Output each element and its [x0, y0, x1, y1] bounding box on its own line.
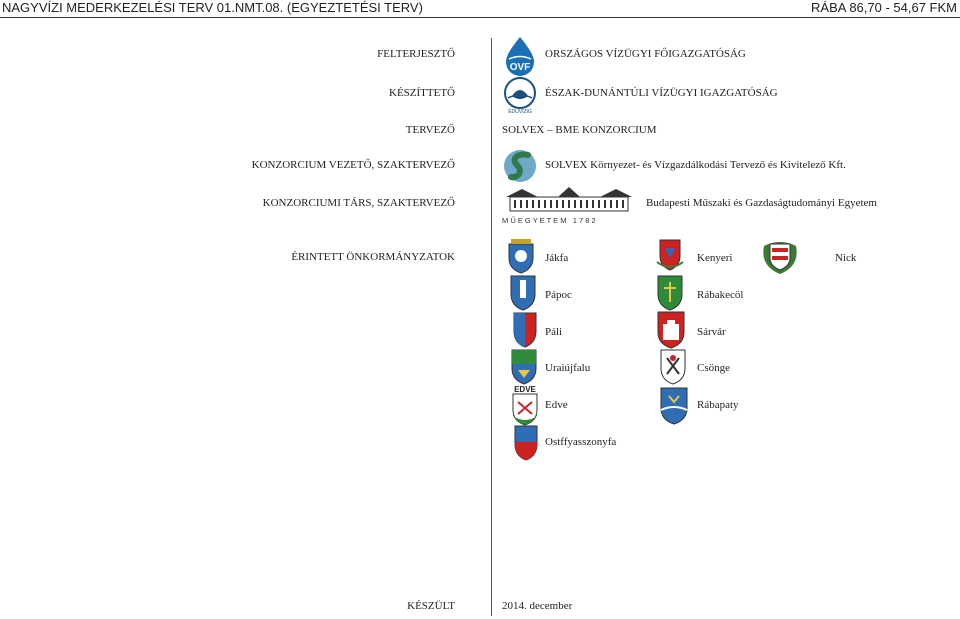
value-konzorciumi-tars: Budapesti Műszaki és Gazdaságtudományi Egyetem — [646, 197, 877, 209]
edve-crest-text: EDVE — [514, 385, 536, 394]
jakfa-crest-icon — [506, 238, 536, 274]
value-tervezo: SOLVEX – BME KONZORCIUM — [502, 124, 657, 136]
town-edve: Edve — [545, 399, 568, 411]
label-felterjeszto: FELTERJESZTŐ — [377, 48, 455, 60]
bme-muegyetem-logo-icon — [502, 185, 636, 225]
rabakecol-crest-icon — [656, 274, 684, 312]
nick-crest-icon — [760, 236, 800, 276]
bme-logo-text: M Ű E G Y E T E M 1 7 8 2 — [502, 216, 596, 225]
town-papoc: Pápoc — [545, 289, 572, 301]
town-kenyeri: Kenyeri — [697, 252, 733, 264]
town-csonge: Csönge — [697, 362, 730, 374]
label-keszult: KÉSZÜLT — [407, 600, 455, 612]
eduvizig-logo-text: ÉDUVIZIG — [508, 109, 532, 114]
pali-crest-icon — [512, 311, 538, 349]
sarvar-crest-icon — [656, 310, 686, 350]
header-title: NAGYVÍZI MEDERKEZELÉSI TERV 01.NMT.08. (EGYEZTETÉSI TERV) — [2, 0, 423, 15]
kenyeri-crest-icon — [655, 236, 685, 274]
town-uraiujfalu: Uraiújfalu — [545, 362, 591, 374]
label-erintett-onkormanyzatok: ÉRINTETT ÖNKORMÁNYZATOK — [291, 251, 455, 263]
label-tervezo: TERVEZŐ — [405, 124, 455, 136]
value-konzorcium-vezeto: SOLVEX Környezet- és Vízgazdálkodási Tervező és Kivitelező Kft. — [545, 159, 846, 171]
papoc-crest-icon — [509, 274, 537, 312]
value-keszult: 2014. december — [502, 600, 573, 612]
ovf-logo-icon — [500, 35, 540, 77]
solvex-logo-icon — [503, 147, 537, 185]
eduvizig-logo-icon — [500, 76, 540, 114]
csonge-crest-icon — [659, 348, 687, 386]
ovf-logo-text: OVF — [509, 62, 531, 73]
column-divider — [491, 38, 492, 616]
town-rabapaty: Rábapaty — [697, 399, 739, 411]
town-jakfa: Jákfa — [545, 252, 569, 264]
rabapaty-crest-icon — [659, 386, 689, 426]
header-river-section: RÁBA 86,70 - 54,67 FKM — [811, 0, 957, 15]
town-ostffyasszonyfa: Ostffyasszonyfa — [545, 436, 617, 448]
edve-crest-icon — [510, 384, 540, 426]
uraiujfalu-crest-icon — [510, 348, 538, 386]
value-keszitette: ÉSZAK-DUNÁNTÚLI VÍZÜGYI IGAZGATÓSÁG — [545, 87, 778, 99]
town-rabakecol: Rábakecöl — [697, 289, 744, 301]
label-konzorciumi-tars: KONZORCIUMI TÁRS, SZAKTERVEZŐ — [262, 197, 455, 209]
town-sarvar: Sárvár — [697, 326, 726, 338]
ostffyasszonyfa-crest-icon — [513, 424, 539, 462]
label-konzorcium-vezeto: KONZORCIUM VEZETŐ, SZAKTERVEZŐ — [251, 159, 455, 171]
label-keszitette: KÉSZÍTTETŐ — [389, 87, 455, 99]
document-header — [0, 0, 960, 18]
value-felterjeszto: ORSZÁGOS VÍZÜGYI FŐIGAZGATÓSÁG — [545, 48, 746, 60]
town-nick: Nick — [835, 252, 857, 264]
town-pali: Páli — [545, 326, 563, 338]
